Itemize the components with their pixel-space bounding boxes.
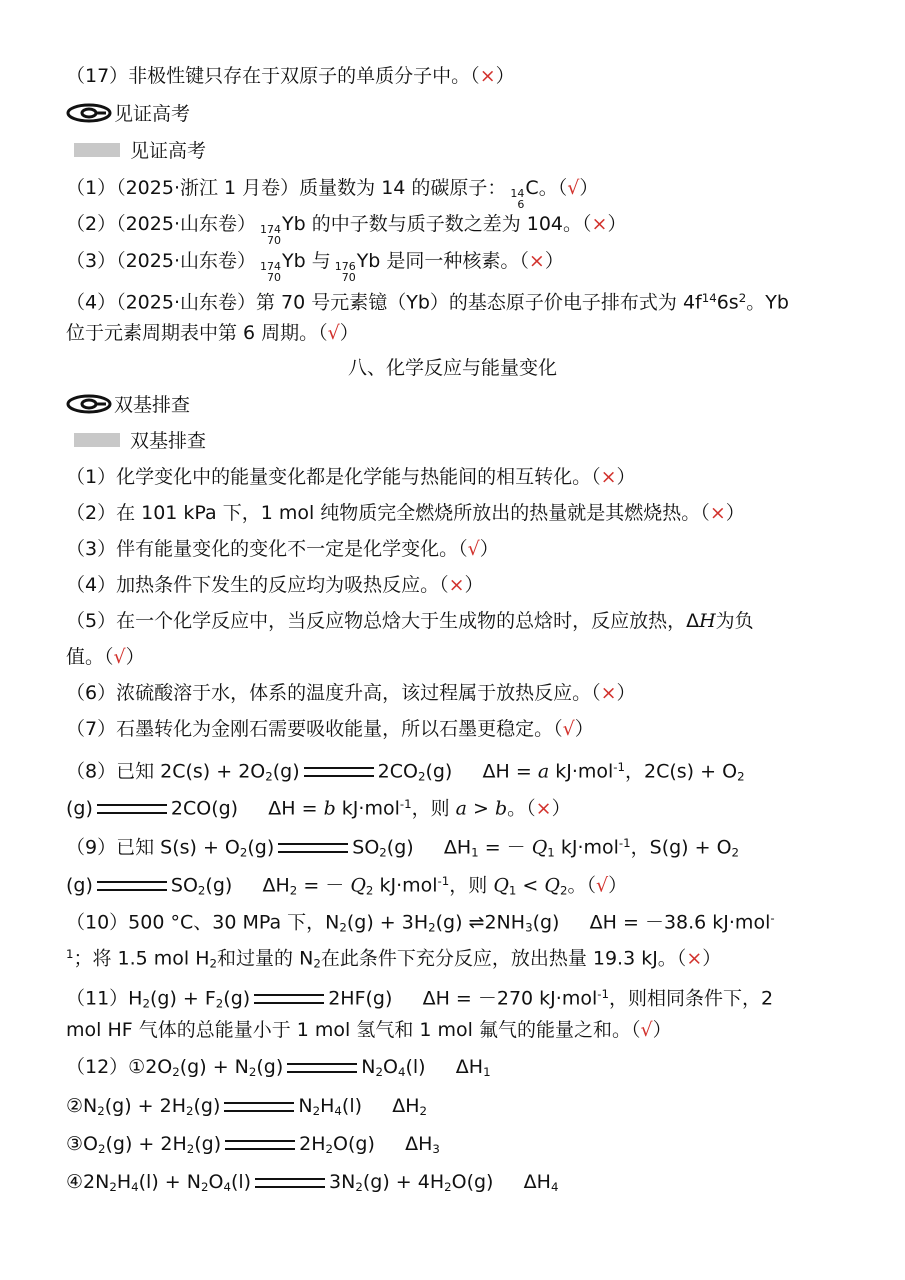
text-fragment: 见证高考: [114, 103, 191, 125]
text-fragment: （17）非极性键只存在于双原子的单质分子中。（: [66, 65, 480, 87]
text-fragment: 是同一种核素。（: [380, 250, 529, 272]
text-fragment: （10）500 °C、30 MPa 下，N: [66, 911, 340, 934]
equals-arrow-icon: [254, 994, 324, 1004]
check-item-8-cont: [66, 792, 571, 820]
text-fragment: 2: [239, 845, 248, 860]
cross-mark: ×: [479, 65, 496, 87]
exam-item-4-cont: [66, 321, 359, 345]
text-fragment: ΔH: [262, 874, 290, 897]
text-fragment: 70: [266, 234, 281, 247]
text-fragment: O: [382, 1056, 398, 1078]
text-fragment: 14: [701, 291, 717, 305]
text-fragment: ②N: [66, 1095, 98, 1117]
check-item-9-cont: [66, 869, 627, 902]
text-fragment: ）: [551, 797, 571, 820]
text-fragment: (l): [405, 1056, 426, 1078]
text-fragment: （12）①2O: [66, 1056, 173, 1078]
gray-bar-icon: [74, 143, 120, 157]
section-bar-heading: [66, 429, 206, 453]
text-fragment: 2: [97, 1103, 105, 1118]
text-fragment: Yb: [356, 250, 381, 272]
text-fragment: 4: [223, 1179, 231, 1194]
text-fragment: 1: [483, 1064, 491, 1079]
text-fragment: (g): [193, 1095, 221, 1117]
text-fragment: (g) + 2H: [105, 1133, 187, 1155]
text-fragment: 2: [417, 769, 426, 784]
text-fragment: kJ·mol: [549, 760, 614, 783]
text-fragment: b: [323, 797, 336, 820]
check-item-12-eq3: [66, 1132, 440, 1161]
text-fragment: 2: [375, 1064, 383, 1079]
text-fragment: ，则: [411, 797, 456, 820]
check-item-11-cont: [66, 1018, 672, 1042]
text-fragment: 1: [547, 845, 555, 860]
text-fragment: 2: [186, 1141, 195, 1156]
text-fragment: 2H: [299, 1133, 326, 1155]
text-fragment: 2: [197, 883, 206, 898]
text-fragment: ）: [464, 574, 484, 596]
cross-mark: ×: [600, 466, 617, 488]
equals-arrow-icon: [97, 804, 167, 814]
text-fragment: 2: [365, 883, 374, 898]
text-fragment: -1: [399, 797, 412, 811]
text-fragment: ）: [495, 65, 515, 87]
text-fragment: (g): [223, 987, 251, 1010]
text-fragment: 70: [266, 271, 281, 284]
text-fragment: 2: [248, 1064, 257, 1079]
text-fragment: C: [525, 177, 539, 199]
text-fragment: ）: [616, 466, 636, 488]
text-fragment: 2: [200, 1179, 209, 1194]
text-fragment: (l) + N: [138, 1171, 201, 1193]
text-fragment: （3）伴有能量变化的变化不一定是化学变化。（: [66, 538, 468, 560]
text-fragment: ）: [616, 682, 636, 704]
text-fragment: = －: [297, 874, 351, 897]
text-fragment: (g): [66, 797, 93, 820]
text-fragment: -1: [613, 760, 626, 774]
check-mark: √: [595, 874, 609, 897]
text-fragment: 2HF(g): [328, 987, 393, 1010]
text-fragment: （3）（2025·山东卷）: [66, 250, 256, 272]
text-fragment: （8）已知 2C(s) + 2O: [66, 760, 266, 783]
equals-arrow-icon: [304, 767, 374, 777]
text-fragment: 174: [259, 260, 281, 273]
text-fragment: (g): [66, 874, 93, 897]
text-fragment: （4）（2025·山东卷）第 70 号元素镱（Yb）的基态原子价电子排布式为 4f: [66, 291, 702, 314]
text-fragment: ）: [608, 874, 628, 897]
check-item-2: [66, 501, 745, 525]
text-fragment: = －: [478, 836, 532, 859]
text-fragment: 6: [517, 198, 525, 211]
text-fragment: ΔH =: [268, 797, 324, 820]
check-item-1: [66, 465, 636, 489]
text-fragment: ）: [725, 502, 745, 524]
text-fragment: 的中子数与质子数之差为 104。（: [305, 213, 592, 235]
text-fragment: (l): [230, 1171, 252, 1193]
section-title: 八、化学反应与能量变化: [347, 357, 557, 379]
text-fragment: 2: [312, 1103, 321, 1118]
text-fragment: (g) + 2H: [104, 1095, 187, 1117]
text-fragment: Yb: [281, 213, 306, 235]
gray-bar-icon: [74, 433, 120, 447]
text-fragment: ΔH: [443, 836, 472, 859]
check-item-6: [66, 681, 636, 705]
text-fragment: ）: [652, 1019, 672, 1041]
text-fragment: 2: [559, 883, 568, 898]
text-fragment: （1）（2025·浙江 1 月卷）质量数为 14 的碳原子：: [66, 177, 507, 199]
text-fragment: a: [537, 760, 550, 783]
equals-arrow-icon: [255, 1178, 325, 1188]
check-item-12-eq1: [66, 1055, 491, 1084]
exam-item-4: [66, 286, 789, 314]
text-fragment: 见证高考: [130, 140, 207, 162]
text-fragment: 174: [259, 223, 281, 236]
check-mark: √: [640, 1019, 653, 1041]
text-fragment: -: [770, 911, 775, 925]
check-mark: √: [562, 718, 575, 740]
exam-item-3: [66, 249, 564, 283]
text-fragment: SO: [352, 836, 380, 859]
text-fragment: （1）化学变化中的能量变化都是化学能与热能间的相互转化。（: [66, 466, 601, 488]
text-fragment: (g): [532, 911, 560, 934]
text-fragment: 2: [379, 845, 387, 860]
text-fragment: 。（: [567, 874, 596, 897]
text-fragment: 2: [419, 1103, 428, 1118]
text-fragment: 3N: [329, 1171, 356, 1193]
text-fragment: 3: [432, 1141, 440, 1156]
text-fragment: 。Yb: [746, 291, 789, 314]
text-fragment: 70: [341, 271, 356, 284]
check-item-12-eq2: [66, 1094, 427, 1123]
text-fragment: ΔH =: [482, 760, 538, 783]
text-fragment: kJ·mol: [373, 874, 438, 897]
text-fragment: 2: [142, 996, 150, 1011]
check-item-8: [66, 755, 745, 788]
text-fragment: ，S(g) + O: [630, 836, 732, 859]
text-fragment: （11）H: [66, 987, 143, 1010]
text-fragment: 2: [109, 1179, 117, 1194]
equals-arrow-icon: [97, 881, 167, 891]
nuclide-notation: [510, 188, 524, 210]
text-fragment: Q: [350, 874, 366, 897]
text-fragment: 1: [471, 845, 479, 860]
text-fragment: ）: [339, 322, 359, 344]
equals-arrow-icon: [225, 1140, 295, 1150]
text-fragment: 2: [265, 769, 273, 784]
text-fragment: 与: [305, 250, 331, 272]
text-fragment: 14: [510, 187, 525, 200]
check-item-5-cont: [66, 645, 145, 669]
text-fragment: 和过量的 N: [217, 947, 314, 970]
text-fragment: ）: [479, 538, 499, 560]
text-fragment: 176: [334, 260, 356, 273]
text-fragment: (g): [256, 1056, 284, 1078]
text-fragment: （2）（2025·山东卷）: [66, 213, 256, 235]
text-fragment: 1: [66, 947, 74, 961]
text-fragment: ，2C(s) + O: [625, 760, 738, 783]
cross-mark: ×: [600, 682, 617, 704]
text-fragment: (g): [425, 760, 453, 783]
text-fragment: ）: [574, 718, 594, 740]
cross-mark: ×: [528, 250, 545, 272]
text-fragment: (g) + 4H: [362, 1171, 445, 1193]
text-fragment: 值。（: [66, 646, 114, 668]
cross-mark: ×: [535, 797, 552, 820]
text-fragment: Q: [493, 874, 509, 897]
text-fragment: ΔH = －38.6 kJ·mol: [589, 911, 771, 934]
text-fragment: ΔH: [392, 1095, 420, 1117]
text-fragment: Yb: [281, 250, 306, 272]
text-fragment: ）: [607, 213, 627, 235]
text-fragment: (g): [205, 874, 233, 897]
text-fragment: （4）加热条件下发生的反应均为吸热反应。（: [66, 574, 449, 596]
text-fragment: 2: [444, 1179, 452, 1194]
text-fragment: 2: [313, 956, 321, 971]
text-fragment: 在此条件下充分反应，放出热量 19.3 kJ。（: [320, 947, 687, 970]
text-fragment: 2: [186, 1103, 194, 1118]
text-fragment: <: [516, 874, 545, 897]
text-fragment: 2CO(g): [170, 797, 239, 820]
text-fragment: 1: [508, 883, 517, 898]
text-fragment: ；将 1.5 mol H: [73, 947, 210, 970]
nuclide-notation: [335, 261, 356, 283]
check-mark: √: [327, 322, 340, 344]
text-fragment: 2: [339, 920, 347, 935]
check-mark: √: [467, 538, 480, 560]
text-fragment: mol HF 气体的总能量小于 1 mol 氢气和 1 mol 氟气的能量之和。（: [66, 1019, 641, 1041]
equals-arrow-icon: [224, 1102, 294, 1112]
nuclide-notation: [260, 224, 281, 246]
text-fragment: -1: [437, 874, 450, 888]
text-fragment: 。（: [507, 797, 536, 820]
equals-arrow-icon: [287, 1063, 357, 1073]
text-fragment: kJ·mol: [335, 797, 400, 820]
check-item-10-cont: [66, 942, 721, 975]
check-item-9: [66, 831, 739, 864]
text-fragment: 2: [98, 1141, 106, 1156]
exam-item-1: [66, 176, 598, 210]
cross-mark: ×: [591, 213, 608, 235]
check-item-7: [66, 717, 594, 741]
check-mark: √: [567, 177, 580, 199]
text-fragment: 2: [215, 996, 224, 1011]
text-fragment: 2: [289, 883, 298, 898]
section-bar-heading: [66, 139, 206, 163]
text-fragment: ΔH: [405, 1133, 433, 1155]
check-item-10: [66, 906, 775, 939]
text-fragment: (g) + N: [179, 1056, 249, 1078]
text-fragment: （7）石墨转化为金刚石需要吸收能量，所以石墨更稳定。（: [66, 718, 563, 740]
text-fragment: (g): [272, 760, 300, 783]
text-fragment: ΔH = －270 kJ·mol: [422, 987, 598, 1010]
text-fragment: 2: [731, 845, 740, 860]
text-fragment: O(g): [333, 1133, 375, 1155]
section-logo-heading: [66, 393, 190, 417]
text-fragment: 2: [209, 956, 218, 971]
text-fragment: 6s: [716, 291, 739, 314]
text-fragment: （6）浓硫酸溶于水，体系的温度升高，该过程属于放热反应。（: [66, 682, 601, 704]
at-sign-logo-icon: [66, 103, 112, 123]
cross-mark: ×: [709, 502, 726, 524]
text-fragment: Q: [531, 836, 548, 859]
text-fragment: 2: [428, 920, 436, 935]
text-fragment: 2: [737, 769, 745, 784]
text-fragment: （9）已知 S(s) + O: [66, 836, 240, 859]
text-fragment: kJ·mol: [554, 836, 619, 859]
text-fragment: （5）在一个化学反应中，当反应物总焓大于生成物的总焓时，反应放热，Δ: [66, 610, 700, 632]
text-fragment: ΔH: [455, 1056, 484, 1078]
text-fragment: 双基排查: [114, 394, 191, 416]
check-mark: √: [113, 646, 126, 668]
text-fragment: H: [320, 1095, 335, 1117]
text-fragment: b: [494, 797, 508, 820]
text-fragment: >: [466, 797, 495, 820]
text-fragment: 2: [738, 291, 747, 305]
text-fragment: (l): [341, 1095, 363, 1117]
text-fragment: （2）在 101 kPa 下，1 mol 纯物质完全燃烧所放出的热量就是其燃烧热。（: [66, 502, 710, 524]
text-fragment: 。（: [538, 177, 568, 199]
text-fragment: (g) ⇌2NH: [435, 911, 526, 934]
at-sign-logo-icon: [66, 394, 112, 414]
cross-mark: ×: [686, 947, 703, 970]
text-fragment: O(g): [451, 1171, 494, 1193]
text-fragment: SO: [170, 874, 198, 897]
text-fragment: 双基排查: [130, 430, 207, 452]
text-fragment: 2: [355, 1179, 363, 1194]
text-fragment: 2CO: [377, 760, 418, 783]
text-fragment: (g): [247, 836, 275, 859]
equals-arrow-icon: [278, 843, 348, 853]
text-fragment: ）: [702, 947, 722, 970]
text-fragment: 4: [550, 1179, 559, 1194]
text-fragment: 4: [334, 1103, 342, 1118]
text-fragment: a: [455, 797, 467, 820]
text-fragment: (g) + F: [149, 987, 216, 1010]
nuclide-notation: [260, 261, 281, 283]
text-fragment: (g): [194, 1133, 222, 1155]
text-fragment: -1: [597, 987, 609, 1001]
check-item-11: [66, 982, 773, 1015]
text-fragment: ，则相同条件下，2: [608, 987, 774, 1010]
cross-mark: ×: [448, 574, 465, 596]
text-fragment: N: [361, 1056, 376, 1078]
section-logo-heading: [66, 102, 190, 126]
text-fragment: ΔH: [523, 1171, 551, 1193]
text-fragment: ④2N: [66, 1171, 110, 1193]
text-fragment: ）: [125, 646, 145, 668]
text-fragment: H: [699, 610, 716, 632]
exam-item-2: [66, 212, 626, 246]
text-fragment: ）: [579, 177, 599, 199]
text-fragment: 2: [172, 1064, 180, 1079]
text-fragment: 4: [131, 1179, 139, 1194]
text-fragment: 为负: [715, 610, 754, 632]
text-fragment: H: [116, 1171, 132, 1193]
text-fragment: O: [208, 1171, 224, 1193]
text-fragment: N: [298, 1095, 313, 1117]
text-fragment: ，则: [449, 874, 494, 897]
text-fragment: (g): [386, 836, 414, 859]
check-item-12-eq4: [66, 1170, 558, 1199]
text-fragment: ）: [544, 250, 564, 272]
item-17: [66, 64, 515, 88]
text-fragment: ③O: [66, 1133, 98, 1155]
check-item-5: [66, 609, 754, 633]
text-fragment: -1: [618, 836, 631, 850]
text-fragment: 4: [397, 1064, 406, 1079]
text-fragment: 2: [325, 1141, 334, 1156]
text-fragment: (g) + 3H: [346, 911, 429, 934]
text-fragment: Q: [544, 874, 560, 897]
text-fragment: 3: [525, 920, 533, 935]
check-item-4: [66, 573, 484, 597]
text-fragment: 位于元素周期表中第 6 周期。（: [66, 322, 328, 344]
check-item-3: [66, 537, 499, 561]
